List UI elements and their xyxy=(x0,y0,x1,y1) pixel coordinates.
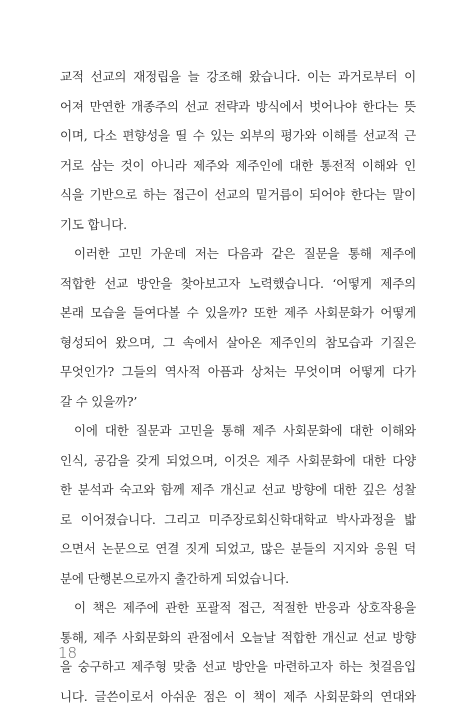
body-text xyxy=(60,62,416,711)
text-line: 한 분석과 숙고와 함께 제주 개신교 선교 방향에 대한 깊은 성찰 xyxy=(60,482,416,497)
text-line: 갈 수 있을까?’ xyxy=(60,393,138,409)
paragraph-3 xyxy=(60,416,416,593)
text-line: 교적 선교의 재정립을 늘 강조해 왔습니다. 이는 과거로부터 이 xyxy=(60,69,416,84)
text-line: 무엇인가? 그들의 역사적 아픔과 상처는 무엇이며 어떻게 다가 xyxy=(60,364,416,379)
text-line: 이에 대한 질문과 고민을 통해 제주 사회문화에 대한 이해와 xyxy=(74,423,416,438)
text-line: 적합한 선교 방안을 찾아보고자 노력했습니다. ‘어떻게 제주의 xyxy=(60,275,416,291)
text-line: 로 이어졌습니다. 그리고 미주장로회신학대학교 박사과정을 밟 xyxy=(60,511,416,527)
text-line: 식을 기반으로 하는 접근이 선교의 밑거름이 되어야 한다는 말이 xyxy=(60,187,416,202)
text-line: 거로 삼는 것이 아니라 제주와 제주인에 대한 통전적 이해와 인 xyxy=(60,157,416,173)
text-line: 이 책은 제주에 관한 포괄적 접근, 적절한 반응과 상호작용을 xyxy=(74,600,416,615)
text-line: 으면서 논문으로 연결 짓게 되었고, 많은 분들의 지지와 응원 덕 xyxy=(60,541,416,556)
text-line: 본래 모습을 들여다볼 수 있을까? 또한 제주 사회문화가 어떻게 xyxy=(60,305,416,320)
text-line: 이러한 고민 가운데 저는 다음과 같은 질문을 통해 제주에 xyxy=(74,246,416,261)
text-line: 인식, 공감을 갖게 되었으며, 이것은 제주 사회문화에 대한 다양 xyxy=(60,452,416,468)
text-line: 형성되어 왔으며, 그 속에서 살아온 제주인의 참모습과 기질은 xyxy=(60,334,416,350)
paragraph-4 xyxy=(60,593,416,711)
text-line: 기도 합니다. xyxy=(60,216,127,232)
text-line: 니다. 글쓴이로서 아쉬운 점은 이 책이 제주 사회문화의 연대와 xyxy=(60,688,416,704)
text-line: 어져 만연한 개종주의 선교 전략과 방식에서 벗어나야 한다는 뜻 xyxy=(60,98,416,114)
paragraph-1 xyxy=(60,62,416,239)
paragraph-2 xyxy=(60,239,416,416)
page-number: 18 xyxy=(58,644,78,662)
text-line: 이며, 다소 편향성을 띨 수 있는 외부의 평가와 이해를 선교적 근 xyxy=(60,128,416,143)
text-line: 분에 단행본으로까지 출간하게 되었습니다. xyxy=(60,570,289,586)
text-line: 통해, 제주 사회문화의 관점에서 오늘날 적합한 개신교 선교 방향 xyxy=(60,629,416,645)
text-line: 을 숭구하고 제주형 맞춤 선교 방안을 마련하고자 하는 첫걸음입 xyxy=(60,659,416,674)
